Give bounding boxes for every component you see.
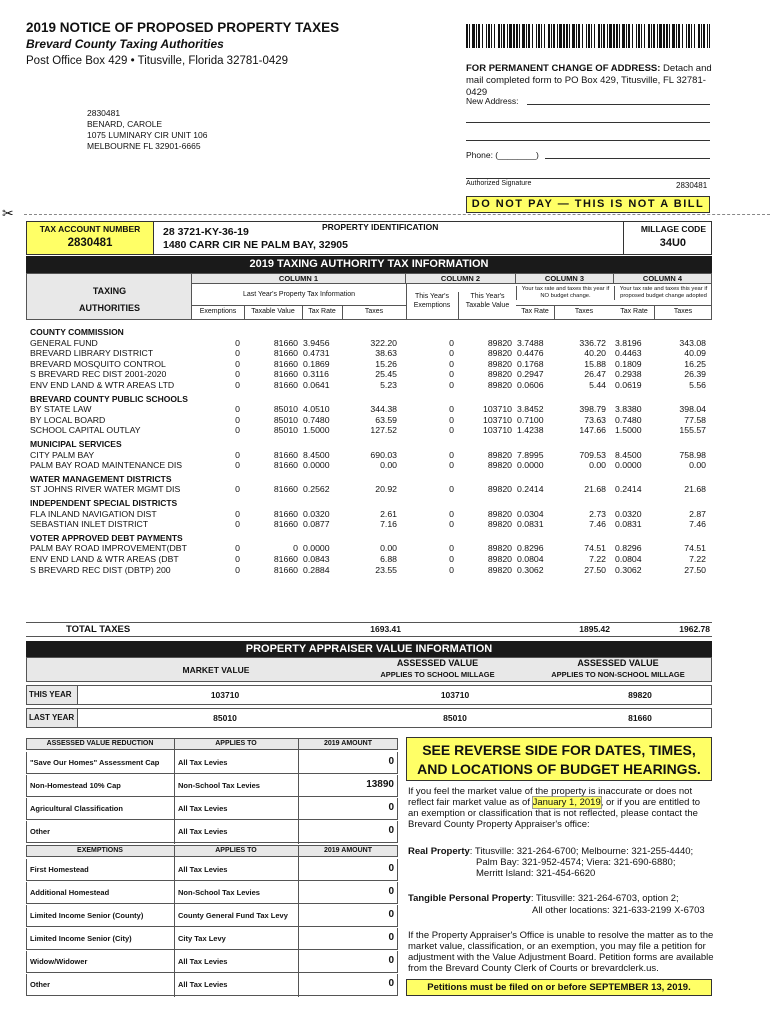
tax-cell: 85010: [273, 414, 298, 425]
table-row-label: First Homestead: [30, 865, 89, 874]
table-row-label: Limited Income Senior (County): [30, 911, 144, 920]
phone-label: Phone: (________): [466, 150, 539, 160]
permanent-change-note: FOR PERMANENT CHANGE OF ADDRESS: Detach and mail completed form to PO Box 429, Titusville, FL 32781-0429: [466, 63, 712, 98]
tax-cell: 0: [235, 484, 240, 495]
tax-cell: 1.5000: [615, 425, 642, 436]
tax-cell: 0.00: [589, 460, 606, 471]
tax-cell: 322.20: [370, 337, 397, 348]
tax-cell: 81660: [273, 449, 298, 460]
tax-cell: 81660: [273, 380, 298, 390]
tax-cell: 3.9456: [303, 337, 330, 348]
tax-cell: 89820: [487, 484, 512, 495]
tax-cell: 0.2414: [517, 484, 544, 495]
tax-cell: 27.50: [584, 564, 606, 575]
tax-cell: 89820: [487, 358, 512, 369]
tax-cell: 5.56: [689, 380, 706, 390]
tax-cell: 336.72: [579, 337, 606, 348]
tax-cell: 89820: [487, 554, 512, 564]
tax-cell: 127.52: [370, 425, 397, 436]
tax-cell: 40.09: [684, 348, 706, 359]
tax-cell: 398.04: [679, 404, 706, 415]
tax-cell: 2.73: [589, 508, 606, 519]
h-taxes-4: Taxes: [673, 308, 693, 315]
h-taxable-value: Taxable Value: [251, 308, 295, 315]
tax-cell: 63.59: [375, 414, 397, 425]
tax-cell: 27.50: [684, 564, 706, 575]
table-row-amount: 0: [388, 978, 394, 989]
tax-cell: 0.4731: [303, 348, 330, 359]
tax-cell: 3.8380: [615, 404, 642, 415]
tax-cell: 0.0804: [615, 554, 642, 564]
table-row-label: Widow/Widower: [30, 957, 88, 966]
tax-cell: 0: [293, 543, 298, 554]
table-header-2: APPLIES TO: [215, 740, 257, 747]
tax-cell: 89820: [487, 564, 512, 575]
tax-cell: 85010: [273, 404, 298, 415]
table-row-amount: 0: [388, 802, 394, 813]
tax-cell: 103710: [483, 425, 512, 436]
tax-cell: 398.79: [579, 404, 606, 415]
tax-cell: 0.2947: [517, 369, 544, 380]
tax-row-name: BY LOCAL BOARD: [30, 414, 106, 425]
tax-cell: 758.98: [679, 449, 706, 460]
table-header-3: 2019 AMOUNT: [324, 847, 372, 854]
tax-cell: 74.51: [584, 543, 606, 554]
tax-cell: 0.8296: [517, 543, 544, 554]
column-3-header: COLUMN 3: [516, 274, 614, 284]
ty-school: 103710: [440, 690, 470, 700]
tax-group-heading: WATER MANAGEMENT DISTRICTS: [30, 473, 172, 484]
tax-cell: 8.4500: [615, 449, 642, 460]
tax-cell: 147.66: [579, 425, 606, 436]
tax-row-name: ST JOHNS RIVER WATER MGMT DIS: [30, 484, 181, 495]
table-row-label: Non-Homestead 10% Cap: [30, 781, 121, 790]
do-not-pay-banner: DO NOT PAY — THIS IS NOT A BILL: [466, 196, 710, 213]
table-row-applies: County General Fund Tax Levy: [178, 911, 288, 920]
tax-cell: 0: [449, 508, 454, 519]
tax-cell: 81660: [273, 508, 298, 519]
table-row-label: Additional Homestead: [30, 888, 110, 897]
tax-cell: 0: [449, 425, 454, 436]
tax-cell: 0: [235, 369, 240, 380]
last-year-label: LAST YEAR: [26, 708, 78, 728]
table-divider: [174, 845, 175, 997]
tax-cell: 89820: [487, 508, 512, 519]
table-row-applies: All Tax Levies: [178, 827, 228, 836]
tax-cell: 0.0804: [517, 554, 544, 564]
tax-cell: 7.46: [589, 519, 606, 530]
tangible-property-contacts-2: All other locations: 321-633-2199 X-6703: [532, 905, 705, 916]
table-row-applies: Non-School Tax Levies: [178, 888, 260, 897]
tax-cell: 2.61: [380, 508, 397, 519]
tax-row-name: ENV END LAND & WTR AREAS (DBT: [30, 554, 179, 564]
tax-cell: 89820: [487, 519, 512, 530]
table-row-amount: 0: [388, 886, 394, 897]
real-property-contacts-2: Palm Bay: 321-952-4574; Viera: 321-690-6880;: [476, 857, 676, 868]
tax-row-name: PALM BAY ROAD MAINTENANCE DIS: [30, 460, 183, 471]
table-row-label: Agricultural Classification: [30, 804, 123, 813]
cut-line: [24, 214, 770, 215]
tax-cell: 0.0619: [615, 380, 642, 390]
tax-cell: 89820: [487, 348, 512, 359]
table-row-applies: All Tax Levies: [178, 957, 228, 966]
tax-cell: 0.0000: [615, 460, 642, 471]
tax-cell: 0.0606: [517, 380, 544, 390]
tax-group-heading: BREVARD COUNTY PUBLIC SCHOOLS: [30, 393, 188, 404]
tax-cell: 0.0843: [303, 554, 330, 564]
tax-cell: 1.5000: [303, 425, 330, 436]
tax-cell: 81660: [273, 554, 298, 564]
tax-cell: 81660: [273, 519, 298, 530]
column-3-note: Your tax rate and taxes this year if NO budget change.: [516, 286, 614, 300]
tax-cell: 0.2562: [303, 484, 330, 495]
tax-cell: 20.92: [375, 484, 397, 495]
notice-title: 2019 NOTICE OF PROPOSED PROPERTY TAXES: [26, 20, 340, 35]
appraiser-title: PROPERTY APPRAISER VALUE INFORMATION: [26, 641, 712, 657]
tax-cell: 103710: [483, 404, 512, 415]
tax-cell: 0: [235, 460, 240, 471]
tax-cell: 709.53: [579, 449, 606, 460]
notice-address: Post Office Box 429 • Titusville, Florida 32781-0429: [26, 55, 289, 67]
tax-cell: 0: [449, 380, 454, 390]
tax-group-heading: MUNICIPAL SERVICES: [30, 439, 122, 449]
tax-row-name: SCHOOL CAPITAL OUTLAY: [30, 425, 141, 436]
tax-cell: 81660: [273, 337, 298, 348]
millage-box: MILLAGE CODE 34U0: [624, 221, 712, 255]
tax-group-heading: COUNTY COMMISSION: [30, 327, 124, 337]
this-year-label: THIS YEAR: [26, 685, 78, 705]
tax-cell: 89820: [487, 380, 512, 390]
tax-cell: 81660: [273, 460, 298, 471]
barcode-graphic: [466, 24, 710, 48]
tax-cell: 26.39: [684, 369, 706, 380]
table-row-amount: 0: [388, 825, 394, 836]
tax-cell: 4.0510: [303, 404, 330, 415]
appraiser-contact-para: If you feel the market value of the property is inaccurate or does not reflect fair market value as of January 1, 2019, or if you are entitled to an exemption or classification that is not reflected, please contact the Brevard County Property Appraiser's office:: [408, 786, 701, 830]
tax-cell: 6.88: [380, 554, 397, 564]
tax-cell: 7.46: [689, 519, 706, 530]
tax-cell: 0: [235, 564, 240, 575]
table-row-label: Other: [30, 980, 51, 989]
nonschool-millage-label: APPLIES TO NON-SCHOOL MILLAGE: [551, 670, 685, 679]
ly-market: 85010: [213, 713, 237, 723]
tax-cell: 16.25: [684, 358, 706, 369]
tax-row-name: BREVARD MOSQUITO CONTROL: [30, 358, 166, 369]
table-row-applies: All Tax Levies: [178, 804, 228, 813]
tax-cell: 89820: [487, 543, 512, 554]
table-row-label: Other: [30, 827, 51, 836]
tax-cell: 0.2884: [303, 564, 330, 575]
tax-cell: 7.16: [380, 519, 397, 530]
reverse-side-notice: SEE REVERSE SIDE FOR DATES, TIMES, AND LOCATIONS OF BUDGET HEARINGS.: [406, 737, 712, 781]
table-row-amount: 0: [388, 756, 394, 767]
tax-cell: 3.8452: [517, 404, 544, 415]
market-value-label: MARKET VALUE: [182, 665, 250, 675]
authorities-label: AUTHORITIES: [78, 303, 140, 313]
tax-cell: 0: [235, 508, 240, 519]
tax-cell: 344.38: [370, 404, 397, 415]
tax-cell: 0: [449, 449, 454, 460]
tax-cell: 0: [235, 348, 240, 359]
tax-row-name: S BREVARD REC DIST 2001-2020: [30, 369, 167, 380]
tax-cell: 0: [235, 404, 240, 415]
tax-cell: 77.58: [684, 414, 706, 425]
tax-row-name: BREVARD LIBRARY DISTRICT: [30, 348, 154, 359]
table-header-1: EXEMPTIONS: [77, 847, 123, 854]
ty-nonschool: 89820: [628, 690, 652, 700]
h-exemptions: Exemptions: [199, 308, 237, 315]
h-tax-rate-4: Tax Rate: [620, 308, 648, 315]
real-property-contacts-3: Merritt Island: 321-454-6620: [476, 868, 596, 879]
tax-group-heading: INDEPENDENT SPECIAL DISTRICTS: [30, 498, 178, 508]
tax-cell: 0.7480: [303, 414, 330, 425]
tax-cell: 0.1768: [517, 358, 544, 369]
tax-cell: 7.22: [689, 554, 706, 564]
this-year-taxable-label: This Year's Taxable Value: [458, 292, 516, 319]
table-row-amount: 0: [388, 932, 394, 943]
real-property-contacts: Real Property: Titusville: 321-264-6700; Melbourne: 321-255-4440;: [408, 846, 694, 857]
tax-cell: 3.7488: [517, 337, 544, 348]
table-row-applies: City Tax Levy: [178, 934, 226, 943]
tax-cell: 0.4463: [615, 348, 642, 359]
tax-cell: 0.0320: [303, 508, 330, 519]
tax-cell: 155.57: [679, 425, 706, 436]
tax-cell: 89820: [487, 369, 512, 380]
tax-account-box: TAX ACCOUNT NUMBER 2830481: [26, 221, 154, 255]
tax-cell: 0.2414: [615, 484, 642, 495]
tax-cell: 15.26: [375, 358, 397, 369]
tax-cell: 0.8296: [615, 543, 642, 554]
tax-cell: 0.0831: [517, 519, 544, 530]
column-2-header: COLUMN 2: [406, 274, 516, 284]
assessed-nonschool-label: ASSESSED VALUE: [577, 658, 659, 668]
column-1-header: COLUMN 1: [192, 274, 406, 284]
tax-cell: 0: [449, 484, 454, 495]
tax-group-heading: VOTER APPROVED DEBT PAYMENTS: [30, 532, 183, 543]
tax-cell: 21.68: [584, 484, 606, 495]
tax-cell: 85010: [273, 425, 298, 436]
tax-cell: 81660: [273, 348, 298, 359]
tax-cell: 25.45: [375, 369, 397, 380]
tax-cell: 0.3062: [517, 564, 544, 575]
tax-cell: 1.4238: [517, 425, 544, 436]
tax-cell: 0: [235, 414, 240, 425]
table-divider: [298, 845, 299, 997]
tax-cell: 74.51: [684, 543, 706, 554]
h-tax-rate-3: Tax Rate: [521, 308, 549, 315]
tax-row-name: GENERAL FUND: [30, 337, 98, 348]
tax-cell: 0.7480: [615, 414, 642, 425]
tax-cell: 0.0877: [303, 519, 330, 530]
table-header-3: 2019 AMOUNT: [324, 740, 372, 747]
tangible-property-contacts: Tangible Personal Property: Titusville: 321-264-6703, option 2;: [408, 893, 679, 904]
tax-cell: 0.0000: [517, 460, 544, 471]
total-taxes-label: TOTAL TAXES: [66, 624, 131, 635]
tax-cell: 89820: [487, 449, 512, 460]
table-row-amount: 0: [388, 863, 394, 874]
notice-subtitle: Brevard County Taxing Authorities: [26, 37, 224, 51]
table-divider: [174, 738, 175, 844]
tax-cell: 40.20: [584, 348, 606, 359]
tax-cell: 0.00: [380, 460, 397, 471]
tax-cell: 0: [235, 449, 240, 460]
tax-cell: 38.63: [375, 348, 397, 359]
table-header-1: ASSESSED VALUE REDUCTION: [46, 740, 154, 747]
table-row-applies: All Tax Levies: [178, 980, 228, 989]
table-row-applies: All Tax Levies: [178, 865, 228, 874]
taxing-label: TAXING: [92, 286, 127, 296]
tax-cell: 0: [235, 358, 240, 369]
tax-cell: 0.00: [689, 460, 706, 471]
tax-cell: 0: [235, 380, 240, 390]
scissors-icon: ✂: [2, 205, 14, 221]
petition-deadline: Petitions must be filed on or before SEPTEMBER 13, 2019.: [406, 979, 712, 996]
tax-cell: 0.1809: [615, 358, 642, 369]
h-taxes: Taxes: [364, 308, 384, 315]
value-adjustment-para: If the Property Appraiser's Office is unable to resolve the matter as to the market value, classification, or an exemption, you may file a petition for adjustment with the Value Adjustment Board. Petition forms are available from the Brevard County Clerk of Courts or brevardclerk.us.: [408, 930, 714, 974]
tax-cell: 0.00: [380, 543, 397, 554]
new-address-label: New Address:: [466, 96, 519, 106]
school-millage-label: APPLIES TO SCHOOL MILLAGE: [380, 670, 495, 679]
tax-cell: 0.0831: [615, 519, 642, 530]
ty-market: 103710: [210, 690, 240, 700]
tax-cell: 21.68: [684, 484, 706, 495]
table-header-2: APPLIES TO: [215, 847, 257, 854]
table-row-amount: 13890: [366, 779, 394, 790]
tax-cell: 15.88: [584, 358, 606, 369]
tax-cell: 73.63: [584, 414, 606, 425]
tax-info-title: 2019 TAXING AUTHORITY TAX INFORMATION: [26, 256, 712, 273]
mailing-address: 2830481 BENARD, CAROLE 1075 LUMINARY CIR UNIT 106 MELBOURNE FL 32901-6665: [87, 108, 208, 151]
tax-cell: 0.0320: [615, 508, 642, 519]
tax-cell: 0.0641: [303, 380, 330, 390]
tax-row-name: S BREVARD REC DIST (DBTP) 200: [30, 564, 171, 575]
column-4-header: COLUMN 4: [614, 274, 711, 284]
ly-school: 85010: [443, 713, 467, 723]
tax-cell: 89820: [487, 337, 512, 348]
tax-cell: 0: [449, 543, 454, 554]
tax-cell: 0: [449, 348, 454, 359]
tax-cell: 0.0000: [303, 460, 330, 471]
ly-nonschool: 81660: [628, 713, 652, 723]
tax-row-name: ENV END LAND & WTR AREAS LTD: [30, 380, 175, 390]
tax-cell: 0: [235, 425, 240, 436]
tax-cell: 26.47: [584, 369, 606, 380]
table-row-applies: Non-School Tax Levies: [178, 781, 260, 790]
tax-cell: 0: [449, 554, 454, 564]
tax-cell: 0.0000: [303, 543, 330, 554]
tax-row-name: PALM BAY ROAD IMPROVEMENT(DBT: [30, 543, 187, 554]
tax-row-name: SEBASTIAN INLET DISTRICT: [30, 519, 149, 530]
table-row-amount: 0: [388, 955, 394, 966]
tax-cell: 89820: [487, 460, 512, 471]
tax-cell: 2.87: [689, 508, 706, 519]
tax-cell: 0: [235, 519, 240, 530]
this-year-exemptions-label: This Year's Exemptions: [413, 293, 451, 309]
tax-cell: 0: [449, 414, 454, 425]
tax-cell: 81660: [273, 564, 298, 575]
parcel-id: 28 3721-KY-36-19: [163, 226, 249, 238]
total-col1: 1693.41: [370, 624, 401, 634]
tax-cell: 5.23: [380, 380, 397, 390]
total-col3: 1895.42: [579, 624, 610, 634]
tax-row-name: BY STATE LAW: [30, 404, 92, 415]
last-year-note: Last Year's Property Tax Information: [242, 291, 356, 298]
tax-cell: 0.7100: [517, 414, 544, 425]
tax-cell: 7.22: [589, 554, 606, 564]
h-tax-rate: Tax Rate: [308, 308, 336, 315]
tax-cell: 23.55: [375, 564, 397, 575]
tax-cell: 0.0304: [517, 508, 544, 519]
h-taxes-3: Taxes: [574, 308, 594, 315]
table-divider: [298, 738, 299, 844]
tax-cell: 5.44: [589, 380, 606, 390]
tax-cell: 343.08: [679, 337, 706, 348]
tax-cell: 0.2938: [615, 369, 642, 380]
authorized-signature-number: 2830481: [676, 181, 708, 190]
tax-cell: 0: [235, 337, 240, 348]
tax-cell: 81660: [273, 358, 298, 369]
total-col4: 1962.78: [679, 624, 710, 634]
tax-cell: 0: [449, 369, 454, 380]
table-row-amount: 0: [388, 909, 394, 920]
tax-row-name: FLA INLAND NAVIGATION DIST: [30, 508, 157, 519]
tax-cell: 0.1869: [303, 358, 330, 369]
tax-cell: 81660: [273, 484, 298, 495]
table-row-applies: All Tax Levies: [178, 758, 228, 767]
tax-cell: 3.8196: [615, 337, 642, 348]
tax-cell: 7.8995: [517, 449, 544, 460]
tax-cell: 0: [449, 519, 454, 530]
tax-cell: 0: [449, 564, 454, 575]
tax-cell: 0: [449, 404, 454, 415]
tax-cell: 0: [235, 554, 240, 564]
authorized-signature-label: Authorized Signature: [466, 180, 532, 187]
site-address: 1480 CARR CIR NE PALM BAY, 32905: [163, 239, 348, 251]
table-row-label: "Save Our Homes" Assessment Cap: [30, 758, 160, 767]
tax-cell: 0.3116: [303, 369, 329, 380]
tax-cell: 103710: [483, 414, 512, 425]
tax-cell: 0: [449, 358, 454, 369]
tax-cell: 0.3062: [615, 564, 642, 575]
tax-cell: 690.03: [370, 449, 397, 460]
tax-cell: 0: [449, 460, 454, 471]
column-4-note: Your tax rate and taxes this year if proposed budget change adopted: [614, 286, 712, 300]
tax-cell: 81660: [273, 369, 298, 380]
tax-cell: 8.4500: [303, 449, 330, 460]
tax-cell: 0: [235, 543, 240, 554]
assessed-school-label: ASSESSED VALUE: [396, 658, 479, 668]
table-row-label: Limited Income Senior (City): [30, 934, 132, 943]
tax-cell: 0.4476: [517, 348, 544, 359]
tax-row-name: CITY PALM BAY: [30, 449, 95, 460]
tax-cell: 0: [449, 337, 454, 348]
property-id-label: PROPERTY IDENTIFICATION: [322, 222, 439, 232]
